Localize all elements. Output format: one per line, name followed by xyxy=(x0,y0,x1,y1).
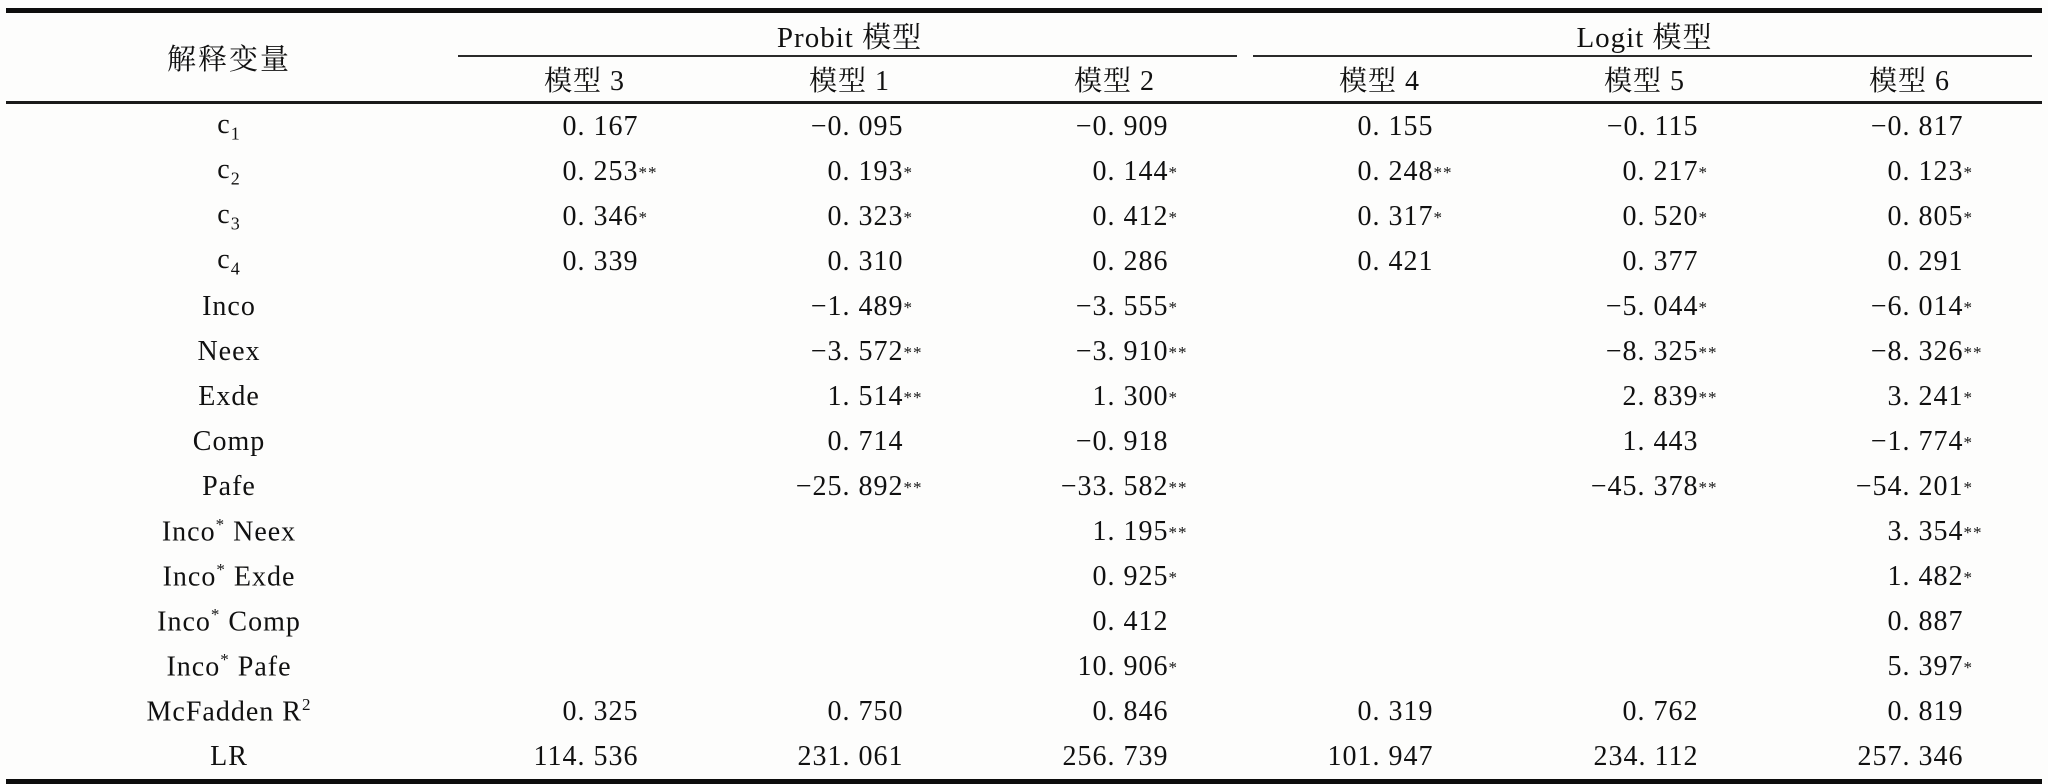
empty-cell xyxy=(1247,554,1512,599)
value-cell: −45. 378 ** xyxy=(1512,464,1777,509)
significance-stars: * xyxy=(1963,477,1974,497)
value-cell: 0. 317 * xyxy=(1247,194,1512,239)
value-cell: 0. 248 ** xyxy=(1247,149,1512,194)
value-cell: 257. 346 xyxy=(1857,740,1964,772)
value-cell: −6. 014 * xyxy=(1777,284,2042,329)
empty-cell xyxy=(1247,509,1512,554)
row-label: Inco* Neex xyxy=(161,514,297,548)
table-row xyxy=(6,149,2042,194)
significance-stars: ** xyxy=(1433,162,1453,182)
row-label: Exde xyxy=(198,380,260,412)
value-cell: 231. 061 xyxy=(797,740,904,772)
value-cell: 0. 412 * xyxy=(982,194,1247,239)
row-label: LR xyxy=(210,740,248,772)
empty-cell xyxy=(1247,464,1512,509)
value-cell: 0. 805 * xyxy=(1777,194,2042,239)
value-cell: −8. 326 ** xyxy=(1777,329,2042,374)
significance-stars: * xyxy=(1168,657,1178,677)
value-cell: −25. 892 ** xyxy=(717,464,982,509)
empty-cell xyxy=(1247,644,1512,689)
table-row xyxy=(6,734,2042,782)
empty-cell xyxy=(1512,599,1777,644)
value-cell: 0. 123 * xyxy=(1777,149,2042,194)
value-cell: −1. 489 * xyxy=(717,284,982,329)
table-body xyxy=(6,103,2042,782)
value-cell: 0. 846 xyxy=(1092,695,1169,727)
significance-stars: * xyxy=(1168,387,1178,407)
value-cell: 0. 291 xyxy=(1887,245,1964,277)
row-label: $c_4$ xyxy=(217,243,241,279)
significance-stars: ** xyxy=(638,162,658,182)
significance-stars: ** xyxy=(1698,342,1718,362)
significance-stars: ** xyxy=(903,387,923,407)
value-cell: 1. 195 ** xyxy=(982,509,1247,554)
row-label: $c_2$ xyxy=(217,153,241,189)
column-header-model-6: 模型 6 xyxy=(1869,66,1951,97)
row-label: Inco xyxy=(202,290,256,322)
significance-stars: * xyxy=(903,297,913,317)
table-row xyxy=(6,599,2042,644)
significance-stars: ** xyxy=(903,342,923,362)
significance-stars: * xyxy=(1963,387,1974,407)
value-cell: 1. 300 * xyxy=(982,374,1247,419)
significance-stars: * xyxy=(638,207,648,227)
value-cell: 0. 714 xyxy=(827,425,904,457)
empty-cell xyxy=(1247,329,1512,374)
value-cell: 234. 112 xyxy=(1593,740,1699,772)
empty-cell xyxy=(1512,554,1777,599)
empty-cell xyxy=(452,374,717,419)
row-label: Inco* Comp xyxy=(157,604,301,638)
value-cell: 0. 346 * xyxy=(452,194,717,239)
empty-cell xyxy=(717,554,982,599)
table-row xyxy=(6,103,2042,150)
value-cell: 0. 144 * xyxy=(982,149,1247,194)
significance-stars: ** xyxy=(1963,342,1983,362)
empty-cell xyxy=(717,599,982,644)
significance-stars: * xyxy=(903,162,913,182)
column-group-probit-model: Probit 模型 xyxy=(452,11,1247,58)
empty-cell xyxy=(452,644,717,689)
column-header-model-3: 模型 3 xyxy=(543,66,625,97)
value-cell: −3. 572 ** xyxy=(717,329,982,374)
table-row xyxy=(6,419,2042,464)
significance-stars: * xyxy=(1963,657,1974,677)
regression-results-table xyxy=(6,8,2042,784)
significance-stars: ** xyxy=(1963,522,1983,542)
value-cell: 256. 739 xyxy=(1062,740,1169,772)
value-cell: 1. 443 xyxy=(1622,425,1699,457)
empty-cell xyxy=(1512,644,1777,689)
value-cell: 10. 906 * xyxy=(982,644,1247,689)
significance-stars: ** xyxy=(1168,477,1188,497)
group-header-row xyxy=(6,11,2042,58)
row-label: Pafe xyxy=(202,470,256,502)
table-row xyxy=(6,194,2042,239)
value-cell: −8. 325 ** xyxy=(1512,329,1777,374)
empty-cell xyxy=(717,644,982,689)
value-cell: 0. 750 xyxy=(827,695,904,727)
column-header-model-2: 模型 2 xyxy=(1074,66,1156,97)
empty-cell xyxy=(452,554,717,599)
value-cell: 0. 339 xyxy=(562,245,639,277)
value-cell: 1. 514 ** xyxy=(717,374,982,419)
row-label: $c_1$ xyxy=(217,108,241,144)
value-cell: 2. 839 ** xyxy=(1512,374,1777,419)
column-header-model-1: 模型 1 xyxy=(808,66,890,97)
value-cell: 5. 397 * xyxy=(1777,644,2042,689)
empty-cell xyxy=(717,509,982,554)
empty-cell xyxy=(1247,284,1512,329)
value-cell: 0. 286 xyxy=(1092,245,1169,277)
row-label: Neex xyxy=(197,335,261,367)
significance-stars: * xyxy=(1168,162,1178,182)
value-cell: 0. 377 xyxy=(1622,245,1699,277)
significance-stars: * xyxy=(1963,567,1974,587)
value-cell: −0. 817 xyxy=(1870,110,1964,142)
value-cell: 0. 167 xyxy=(562,110,639,142)
table-header xyxy=(6,11,2042,103)
value-cell: 0. 819 xyxy=(1887,695,1964,727)
value-cell: 0. 412 xyxy=(1092,605,1169,637)
empty-cell xyxy=(452,464,717,509)
value-cell: 0. 310 xyxy=(827,245,904,277)
significance-stars: ** xyxy=(1698,387,1718,407)
empty-cell xyxy=(452,599,717,644)
empty-cell xyxy=(452,509,717,554)
value-cell: 0. 319 xyxy=(1357,695,1434,727)
column-header-explanatory-variable: 解释变量 xyxy=(166,43,291,76)
value-cell: −0. 095 xyxy=(810,110,904,142)
significance-stars: * xyxy=(1168,567,1178,587)
column-header-model-4: 模型 4 xyxy=(1339,66,1421,97)
significance-stars: * xyxy=(1963,297,1974,317)
empty-cell xyxy=(452,329,717,374)
significance-stars: * xyxy=(903,207,913,227)
value-cell: 0. 217 * xyxy=(1512,149,1777,194)
value-cell: 0. 155 xyxy=(1357,110,1434,142)
value-cell: −0. 909 xyxy=(1075,110,1169,142)
significance-stars: * xyxy=(1963,162,1974,182)
significance-stars: ** xyxy=(1168,522,1188,542)
significance-stars: * xyxy=(1168,297,1178,317)
table-row xyxy=(6,329,2042,374)
value-cell: 0. 325 xyxy=(562,695,639,727)
value-cell: 3. 241 * xyxy=(1777,374,2042,419)
value-cell: −54. 201 * xyxy=(1777,464,2042,509)
table-row xyxy=(6,554,2042,599)
column-group-logit-model: Logit 模型 xyxy=(1247,11,2042,58)
table-row xyxy=(6,239,2042,284)
value-cell: 1. 482 * xyxy=(1777,554,2042,599)
significance-stars: * xyxy=(1698,297,1709,317)
empty-cell xyxy=(1247,419,1512,464)
value-cell: 101. 947 xyxy=(1327,740,1434,772)
value-cell: 0. 520 * xyxy=(1512,194,1777,239)
value-cell: 0. 925 * xyxy=(982,554,1247,599)
significance-stars: ** xyxy=(1168,342,1188,362)
value-cell: 0. 253 ** xyxy=(452,149,717,194)
value-cell: −1. 774 * xyxy=(1777,419,2042,464)
value-cell: −3. 910 ** xyxy=(982,329,1247,374)
value-cell: −5. 044 * xyxy=(1512,284,1777,329)
value-cell: 0. 762 xyxy=(1622,695,1699,727)
value-cell: 0. 323 * xyxy=(717,194,982,239)
value-cell: −0. 918 xyxy=(1075,425,1169,457)
column-header-model-5: 模型 5 xyxy=(1604,66,1686,97)
value-cell: −0. 115 xyxy=(1606,110,1699,142)
table-row xyxy=(6,464,2042,509)
table-row xyxy=(6,644,2042,689)
table-row xyxy=(6,509,2042,554)
significance-stars: * xyxy=(1698,207,1709,227)
significance-stars: ** xyxy=(1698,477,1718,497)
significance-stars: * xyxy=(1168,207,1178,227)
value-cell: 0. 887 xyxy=(1887,605,1964,637)
empty-cell xyxy=(452,284,717,329)
empty-cell xyxy=(1247,374,1512,419)
empty-cell xyxy=(1512,509,1777,554)
value-cell: 0. 421 xyxy=(1357,245,1434,277)
row-label: Comp xyxy=(192,425,266,457)
row-label: Inco* Exde xyxy=(162,559,296,593)
value-cell: −33. 582 ** xyxy=(982,464,1247,509)
value-cell: 3. 354 ** xyxy=(1777,509,2042,554)
value-cell: −3. 555 * xyxy=(982,284,1247,329)
empty-cell xyxy=(1247,599,1512,644)
significance-stars: * xyxy=(1698,162,1709,182)
value-cell: 0. 193 * xyxy=(717,149,982,194)
row-label: McFadden $R^2$ xyxy=(146,694,312,728)
significance-stars: * xyxy=(1433,207,1444,227)
value-cell: 114. 536 xyxy=(533,740,639,772)
row-label: $c_3$ xyxy=(217,198,241,234)
table-row xyxy=(6,284,2042,329)
significance-stars: ** xyxy=(903,477,923,497)
table-row xyxy=(6,374,2042,419)
row-label: Inco* Pafe xyxy=(166,649,292,683)
significance-stars: * xyxy=(1963,207,1974,227)
empty-cell xyxy=(452,419,717,464)
table-row xyxy=(6,689,2042,734)
significance-stars: * xyxy=(1963,432,1974,452)
